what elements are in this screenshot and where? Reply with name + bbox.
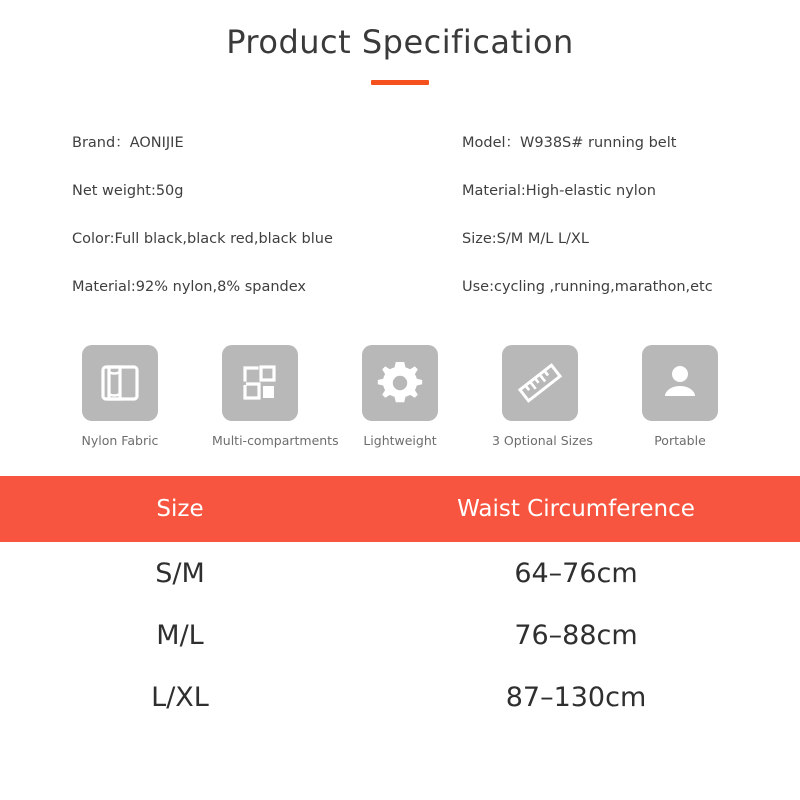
column-header-size: Size xyxy=(156,496,204,522)
spec-material-composition: Material:92% nylon,8% spandex xyxy=(72,279,306,295)
gear-icon xyxy=(362,345,438,421)
size-table xyxy=(0,476,800,728)
feature-optional-sizes xyxy=(492,345,593,448)
spec-brand: Brand：AONIJIE xyxy=(72,135,184,151)
page-title: Product Specification xyxy=(226,23,574,61)
table-row xyxy=(0,542,800,604)
spec-color: Color:Full black,black red,black blue xyxy=(72,231,333,247)
column-header-waist: Waist Circumference xyxy=(457,496,695,522)
feature-label: Portable xyxy=(654,433,706,448)
title-block xyxy=(0,0,800,85)
feature-label: 3 Optional Sizes xyxy=(492,433,593,448)
feature-lightweight xyxy=(352,345,448,448)
cell-waist: 64–76cm xyxy=(514,557,638,589)
feature-portable xyxy=(632,345,728,448)
feature-nylon-fabric xyxy=(72,345,168,448)
spec-size: Size:S/M M/L L/XL xyxy=(462,231,589,247)
spec-model: Model：W938S# running belt xyxy=(462,135,677,151)
spec-material-main: Material:High-elastic nylon xyxy=(462,183,656,199)
cell-size: S/M xyxy=(155,557,205,589)
title-underline xyxy=(371,80,429,85)
person-icon xyxy=(642,345,718,421)
fabric-roll-icon xyxy=(82,345,158,421)
feature-label: Lightweight xyxy=(363,433,437,448)
table-row xyxy=(0,666,800,728)
spec-use: Use:cycling ,running,marathon,etc xyxy=(462,279,713,295)
feature-multi-compartments xyxy=(212,345,339,448)
spec-grid xyxy=(0,133,800,297)
table-header-row xyxy=(0,476,800,542)
ruler-icon xyxy=(502,345,578,421)
feature-list xyxy=(0,345,800,448)
spec-net-weight: Net weight:50g xyxy=(72,183,184,199)
feature-label: Multi-compartments xyxy=(212,433,339,448)
cell-size: M/L xyxy=(156,619,204,651)
cell-waist: 76–88cm xyxy=(514,619,638,651)
feature-label: Nylon Fabric xyxy=(81,433,159,448)
compartments-icon xyxy=(222,345,298,421)
cell-waist: 87–130cm xyxy=(505,681,647,713)
cell-size: L/XL xyxy=(151,681,209,713)
table-row xyxy=(0,604,800,666)
